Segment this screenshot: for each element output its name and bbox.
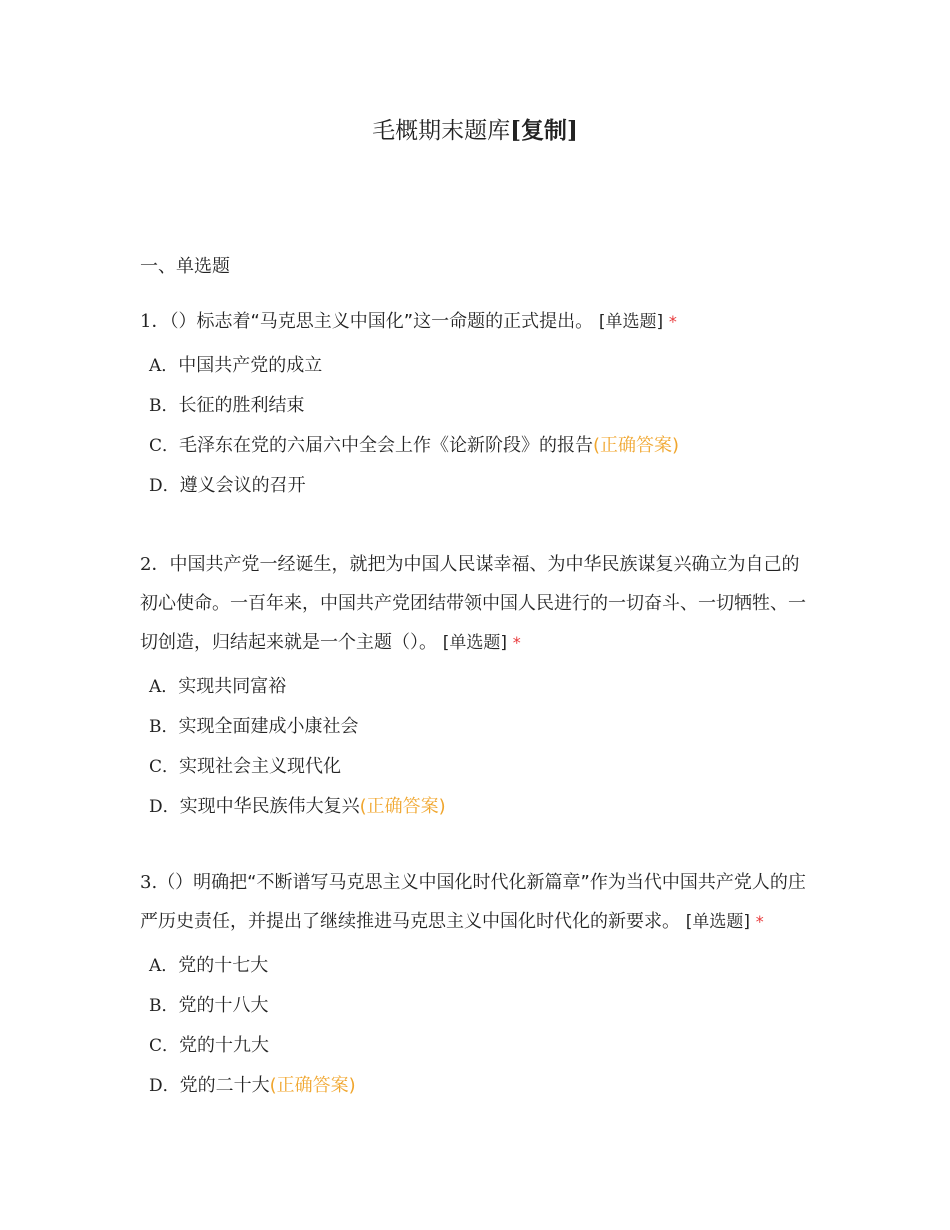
question-number: 2． <box>140 554 170 575</box>
question-text: （）标志着“马克思主义中国化”这一命题的正式提出。 <box>169 311 594 332</box>
correct-answer-tag: (正确答案) <box>359 796 446 817</box>
option-text: 长征的胜利结束 <box>178 395 305 416</box>
option-text: 实现中华民族伟大复兴 <box>179 796 360 817</box>
question-stem <box>140 863 810 942</box>
question-type-label: [单选题] <box>685 912 750 932</box>
question-stem <box>140 545 810 663</box>
option-d[interactable] <box>140 787 810 827</box>
title-suffix: [复制] <box>510 117 578 144</box>
option-text: 遵义会议的召开 <box>179 475 306 496</box>
option-list <box>140 346 810 506</box>
option-letter: B． <box>149 996 179 1016</box>
option-letter: B． <box>149 396 179 416</box>
option-text: 中国共产党的成立 <box>178 355 323 376</box>
option-a[interactable] <box>140 667 810 707</box>
option-text: 毛泽东在党的六届六中全会上作《论新阶段》的报告 <box>179 435 594 456</box>
option-letter: A． <box>149 956 179 976</box>
option-list <box>140 667 810 827</box>
option-text: 党的十七大 <box>178 955 269 976</box>
correct-answer-tag: (正确答案) <box>593 435 680 456</box>
question-text: （）明确把“不断谱写马克思主义中国化时代化新篇章”作为当代中国共产党人的庄严历史责任，并提出了继续推进马克思主义中国化时代化的新要求。 <box>140 872 806 932</box>
option-text: 实现社会主义现代化 <box>179 756 342 777</box>
option-letter: C． <box>149 436 180 456</box>
option-letter: C． <box>149 757 180 777</box>
question-text: 中国共产党一经诞生，就把为中国人民谋幸福、为中华民族谋复兴确立为自己的初心使命。一百年来，中国共产党团结带领中国人民进行的一切奋斗、一切牺牲、一切创造，归结起来就是一个主题（）。 <box>140 554 806 653</box>
question-2 <box>140 545 810 827</box>
required-mark: * <box>755 912 764 931</box>
option-text: 实现全面建成小康社会 <box>178 716 359 737</box>
option-text: 党的十八大 <box>178 995 269 1016</box>
question-type-label: [单选题] <box>442 633 507 653</box>
option-letter: D． <box>149 797 180 817</box>
option-c[interactable] <box>140 426 810 466</box>
option-list <box>140 946 810 1106</box>
question-stem <box>140 302 810 342</box>
option-letter: A． <box>149 356 179 376</box>
correct-answer-tag: (正确答案) <box>269 1075 356 1096</box>
section-heading: 一、单选题 <box>140 256 230 277</box>
title-main: 毛概期末题库 <box>372 118 511 144</box>
option-text: 党的十九大 <box>179 1035 270 1056</box>
question-1 <box>140 302 810 506</box>
option-text: 党的二十大 <box>179 1075 270 1096</box>
option-b[interactable] <box>140 986 810 1026</box>
option-b[interactable] <box>140 707 810 747</box>
option-d[interactable] <box>140 1066 810 1106</box>
option-letter: C． <box>149 1036 180 1056</box>
option-letter: D． <box>149 1076 180 1096</box>
option-c[interactable] <box>140 747 810 787</box>
option-letter: D． <box>149 476 180 496</box>
required-mark: * <box>512 633 521 652</box>
option-c[interactable] <box>140 1026 810 1066</box>
option-a[interactable] <box>140 346 810 386</box>
option-text: 实现共同富裕 <box>178 676 287 697</box>
option-letter: B． <box>149 717 179 737</box>
option-a[interactable] <box>140 946 810 986</box>
question-3 <box>140 863 810 1106</box>
option-b[interactable] <box>140 386 810 426</box>
question-type-label: [单选题] <box>598 312 664 332</box>
required-mark: * <box>668 312 677 331</box>
option-letter: A． <box>149 677 179 697</box>
question-number: 1． <box>140 311 170 332</box>
option-d[interactable] <box>140 466 810 506</box>
document-title <box>0 112 950 145</box>
question-number: 3. <box>140 872 158 893</box>
